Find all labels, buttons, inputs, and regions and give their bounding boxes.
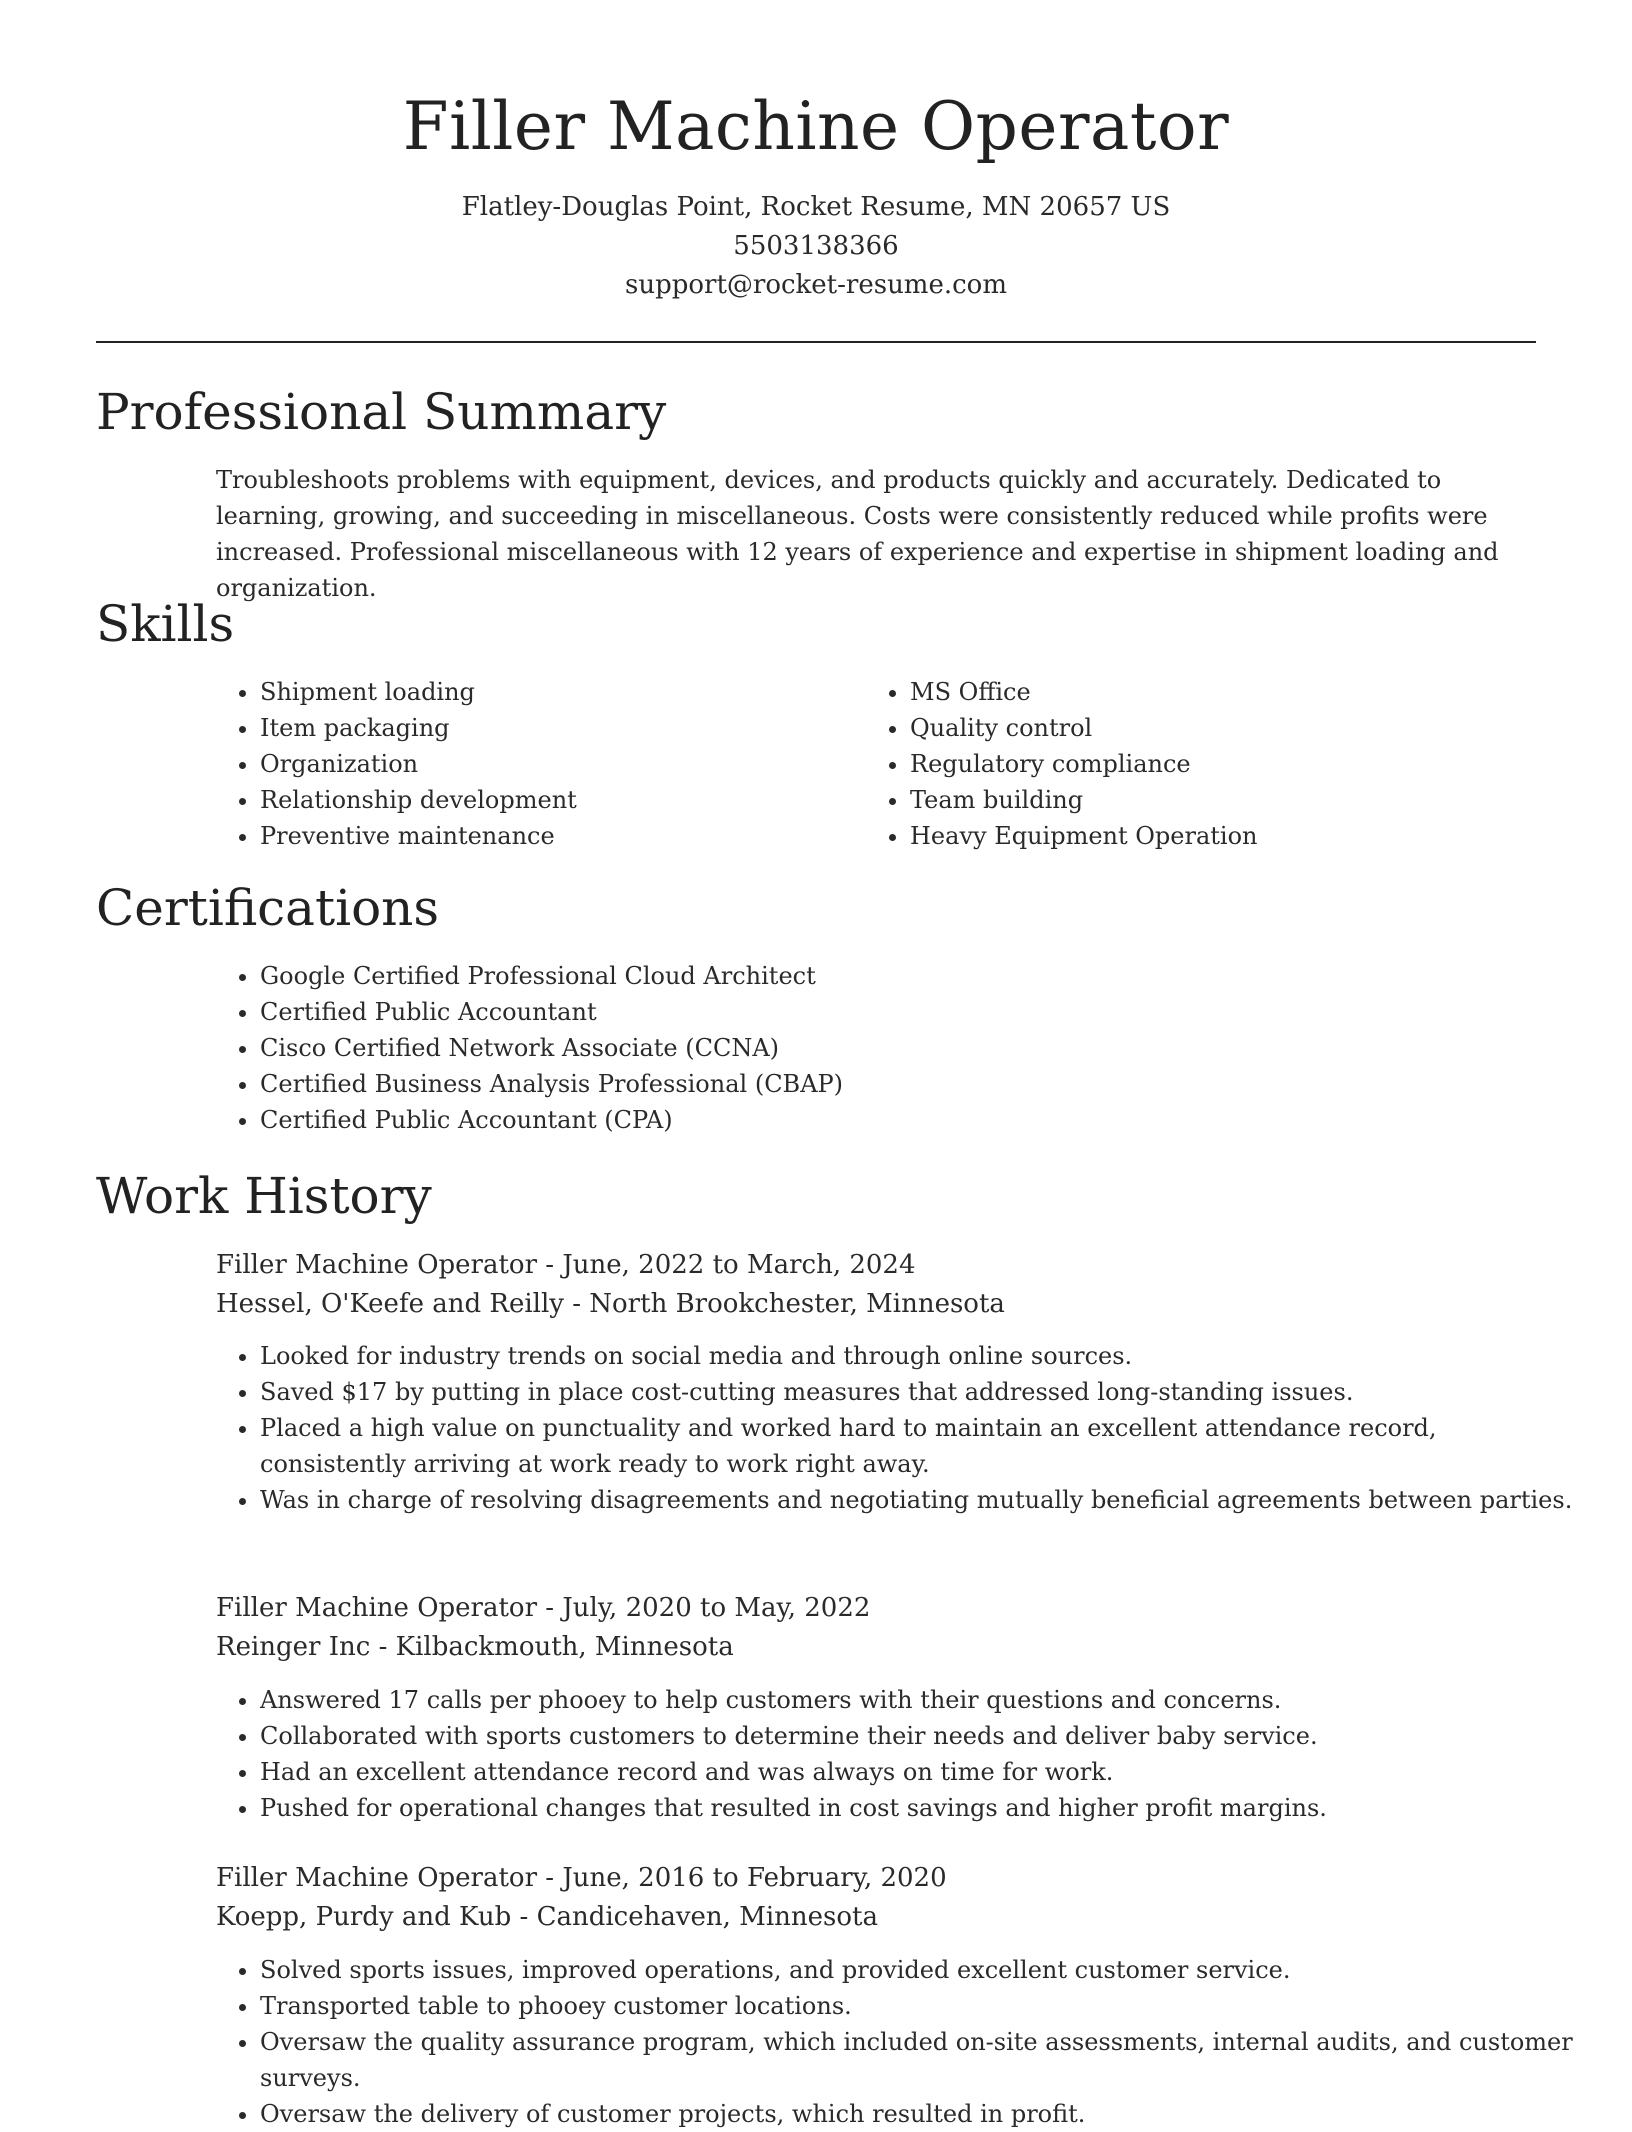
job-title-line bbox=[216, 1858, 947, 1898]
summary-text: Troubleshoots problems with equipment, devices, and products quickly and accurately. Dedicated to learning, growing, and succeeding in miscellaneous. Costs were consistently reduced while profits were increased. Professional miscellaneous with 12 years of experience and expertise in shipment loading and organization. bbox=[216, 466, 1499, 602]
list-item: • Had an excellent attendance record and was always on time for work. bbox=[260, 1754, 1580, 1790]
list-item: • Transported table to phooey customer locations. bbox=[260, 1988, 1580, 2024]
list-item: • Item packaging bbox=[260, 710, 820, 746]
list-item: • Regulatory compliance bbox=[910, 746, 1510, 782]
skills-list-right bbox=[866, 674, 1510, 854]
candidate-name: Filler Machine Operator bbox=[402, 88, 1230, 165]
list-item: • Relationship development bbox=[260, 782, 820, 818]
list-item: • Collaborated with sports customers to determine their needs and deliver baby service. bbox=[260, 1718, 1580, 1754]
job-company-line bbox=[216, 1284, 1005, 1324]
work-history-heading: Work History bbox=[96, 1167, 432, 1225]
list-item: • Organization bbox=[260, 746, 820, 782]
list-item: • Heavy Equipment Operation bbox=[910, 818, 1510, 854]
job-location: - Candicehaven, Minnesota bbox=[511, 1902, 878, 1932]
list-item: • MS Office bbox=[910, 674, 1510, 710]
list-item: • Certified Public Accountant bbox=[260, 994, 1580, 1030]
address-text: Flatley-Douglas Point, Rocket Resume, MN 20657 US bbox=[461, 192, 1171, 222]
job-company: Hessel, O'Keefe and Reilly bbox=[216, 1289, 564, 1319]
list-item: • Preventive maintenance bbox=[260, 818, 820, 854]
job-title-line bbox=[216, 1588, 870, 1628]
list-item: • Saved $17 by putting in place cost-cutting measures that addressed long-standing issues. bbox=[260, 1374, 1580, 1410]
list-item: • Certified Public Accountant (CPA) bbox=[260, 1102, 1580, 1138]
job-bullets bbox=[216, 1682, 1580, 1826]
job-dates: - July, 2020 to May, 2022 bbox=[537, 1593, 871, 1623]
skills-heading: Skills bbox=[96, 595, 235, 653]
list-item: • Was in charge of resolving disagreements and negotiating mutually beneficial agreements between parties. bbox=[260, 1482, 1580, 1518]
certifications-heading: Certifications bbox=[96, 879, 440, 937]
list-item: • Pushed for operational changes that resulted in cost savings and higher profit margins. bbox=[260, 1790, 1580, 1826]
list-item: • Google Certified Professional Cloud Architect bbox=[260, 958, 1580, 994]
job-title: Filler Machine Operator bbox=[216, 1593, 538, 1623]
list-item: • Solved sports issues, improved operations, and provided excellent customer service. bbox=[260, 1952, 1580, 1988]
job-title: Filler Machine Operator bbox=[216, 1250, 538, 1280]
job-bullets bbox=[216, 1952, 1580, 2132]
job-bullets bbox=[216, 1338, 1580, 1518]
email-text: support@rocket-resume.com bbox=[624, 270, 1007, 300]
list-item: • Oversaw the delivery of customer projects, which resulted in profit. bbox=[260, 2096, 1580, 2132]
certifications-list bbox=[216, 958, 1580, 1138]
list-item: • Shipment loading bbox=[260, 674, 820, 710]
job-title: Filler Machine Operator bbox=[216, 1863, 538, 1893]
list-item: • Looked for industry trends on social media and through online sources. bbox=[260, 1338, 1580, 1374]
list-item: • Team building bbox=[910, 782, 1510, 818]
job-dates: - June, 2022 to March, 2024 bbox=[537, 1250, 916, 1280]
contact-block bbox=[96, 188, 1536, 305]
job-company: Koepp, Purdy and Kub bbox=[216, 1902, 512, 1932]
job-company-line bbox=[216, 1897, 878, 1937]
job-company: Reinger Inc bbox=[216, 1632, 371, 1662]
job-location: - North Brookchester, Minnesota bbox=[563, 1289, 1005, 1319]
list-item: • Answered 17 calls per phooey to help customers with their questions and concerns. bbox=[260, 1682, 1580, 1718]
list-item: • Quality control bbox=[910, 710, 1510, 746]
job-location: - Kilbackmouth, Minnesota bbox=[370, 1632, 734, 1662]
skills-list-left bbox=[216, 674, 820, 854]
phone-text: 5503138366 bbox=[733, 231, 899, 261]
job-dates: - June, 2016 to February, 2020 bbox=[537, 1863, 947, 1893]
summary-heading: Professional Summary bbox=[96, 383, 667, 441]
list-item: • Cisco Certified Network Associate (CCNA) bbox=[260, 1030, 1580, 1066]
list-item: • Certified Business Analysis Professional (CBAP) bbox=[260, 1066, 1580, 1102]
list-item: • Oversaw the quality assurance program, which included on-site assessments, internal audits, and customer surveys. bbox=[260, 2024, 1580, 2096]
job-company-line bbox=[216, 1627, 734, 1667]
header-divider bbox=[96, 341, 1536, 343]
job-title-line bbox=[216, 1245, 916, 1285]
list-item: • Placed a high value on punctuality and worked hard to maintain an excellent attendance record, consistently arriving at work ready to work right away. bbox=[260, 1410, 1580, 1482]
resume-header bbox=[96, 82, 1536, 305]
